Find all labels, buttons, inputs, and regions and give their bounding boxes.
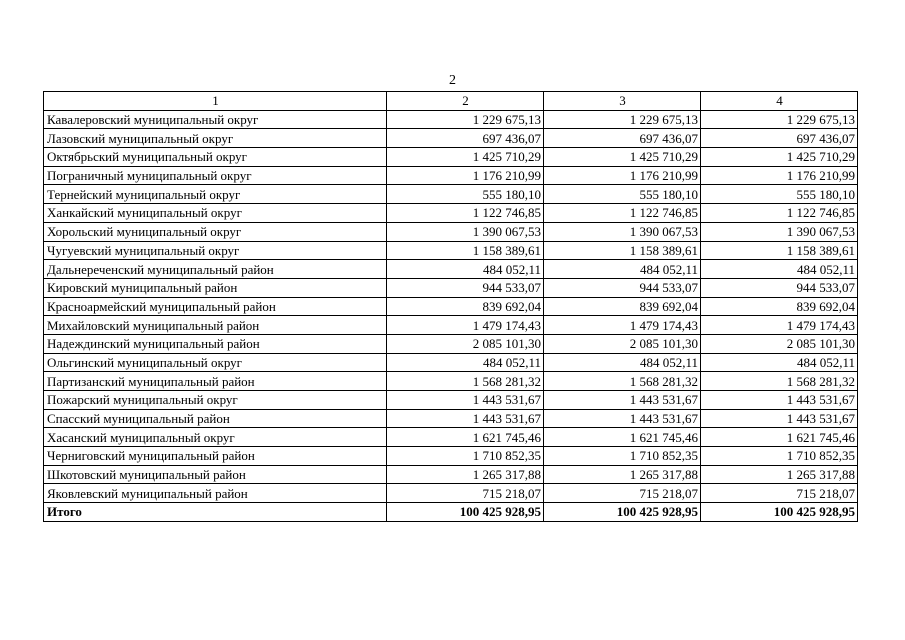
municipality-name-cell: Лазовский муниципальный округ — [44, 129, 387, 148]
value-cell-2: 1 229 675,13 — [387, 110, 544, 129]
value-cell-4: 484 052,11 — [701, 260, 858, 279]
value-cell-3: 1 425 710,29 — [544, 148, 701, 167]
table-row — [44, 110, 858, 129]
municipality-name-cell: Пожарский муниципальный округ — [44, 391, 387, 410]
value-cell-2: 944 533,07 — [387, 278, 544, 297]
value-cell-4: 1 443 531,67 — [701, 409, 858, 428]
value-cell-2: 1 443 531,67 — [387, 409, 544, 428]
value-cell-3: 484 052,11 — [544, 353, 701, 372]
table-row — [44, 447, 858, 466]
municipality-name-cell: Чугуевский муниципальный округ — [44, 241, 387, 260]
municipality-name-cell: Спасский муниципальный район — [44, 409, 387, 428]
value-cell-2: 1 568 281,32 — [387, 372, 544, 391]
value-cell-2: 1 710 852,35 — [387, 447, 544, 466]
municipality-name-cell: Кировский муниципальный район — [44, 278, 387, 297]
municipality-name-cell: Хасанский муниципальный округ — [44, 428, 387, 447]
value-cell-2: 1 621 745,46 — [387, 428, 544, 447]
table-row — [44, 278, 858, 297]
value-cell-4: 944 533,07 — [701, 278, 858, 297]
data-table — [43, 91, 858, 522]
value-cell-3: 1 443 531,67 — [544, 409, 701, 428]
table-row — [44, 166, 858, 185]
value-cell-3: 1 443 531,67 — [544, 391, 701, 410]
value-cell-4: 1 621 745,46 — [701, 428, 858, 447]
municipality-name-cell: Партизанский муниципальный район — [44, 372, 387, 391]
value-cell-2: 1 158 389,61 — [387, 241, 544, 260]
table-row — [44, 409, 858, 428]
municipality-name-cell: Михайловский муниципальный район — [44, 316, 387, 335]
column-header-3: 3 — [544, 92, 701, 111]
municipality-name-cell: Октябрьский муниципальный округ — [44, 148, 387, 167]
value-cell-3: 1 158 389,61 — [544, 241, 701, 260]
municipality-name-cell: Пограничный муниципальный округ — [44, 166, 387, 185]
value-cell-2: 2 085 101,30 — [387, 334, 544, 353]
value-cell-3: 1 710 852,35 — [544, 447, 701, 466]
table-row — [44, 334, 858, 353]
municipality-name-cell: Яковлевский муниципальный район — [44, 484, 387, 503]
value-cell-4: 1 443 531,67 — [701, 391, 858, 410]
value-cell-4: 1 479 174,43 — [701, 316, 858, 335]
table-row — [44, 148, 858, 167]
value-cell-3: 1 568 281,32 — [544, 372, 701, 391]
value-cell-2: 697 436,07 — [387, 129, 544, 148]
value-cell-3: 1 621 745,46 — [544, 428, 701, 447]
value-cell-3: 715 218,07 — [544, 484, 701, 503]
table-row — [44, 241, 858, 260]
total-value-4: 100 425 928,95 — [701, 503, 858, 522]
value-cell-4: 697 436,07 — [701, 129, 858, 148]
municipality-name-cell: Тернейский муниципальный округ — [44, 185, 387, 204]
municipality-name-cell: Черниговский муниципальный район — [44, 447, 387, 466]
municipality-name-cell: Ольгинский муниципальный округ — [44, 353, 387, 372]
value-cell-3: 2 085 101,30 — [544, 334, 701, 353]
total-label: Итого — [44, 503, 387, 522]
table-row — [44, 297, 858, 316]
municipality-name-cell: Дальнереченский муниципальный район — [44, 260, 387, 279]
value-cell-2: 839 692,04 — [387, 297, 544, 316]
header-row — [44, 92, 858, 111]
value-cell-4: 1 229 675,13 — [701, 110, 858, 129]
value-cell-3: 555 180,10 — [544, 185, 701, 204]
value-cell-4: 1 122 746,85 — [701, 204, 858, 223]
value-cell-4: 555 180,10 — [701, 185, 858, 204]
value-cell-2: 1 425 710,29 — [387, 148, 544, 167]
total-value-2: 100 425 928,95 — [387, 503, 544, 522]
municipality-name-cell: Красноармейский муниципальный район — [44, 297, 387, 316]
municipality-name-cell: Хорольский муниципальный округ — [44, 222, 387, 241]
value-cell-3: 944 533,07 — [544, 278, 701, 297]
value-cell-3: 1 479 174,43 — [544, 316, 701, 335]
table-row — [44, 204, 858, 223]
value-cell-3: 1 122 746,85 — [544, 204, 701, 223]
table-row — [44, 484, 858, 503]
page-number: 2 — [449, 73, 456, 88]
value-cell-4: 1 390 067,53 — [701, 222, 858, 241]
table-row — [44, 129, 858, 148]
value-cell-2: 1 122 746,85 — [387, 204, 544, 223]
table-row — [44, 185, 858, 204]
table-row — [44, 428, 858, 447]
value-cell-3: 1 265 317,88 — [544, 465, 701, 484]
value-cell-4: 1 176 210,99 — [701, 166, 858, 185]
column-header-2: 2 — [387, 92, 544, 111]
value-cell-3: 1 229 675,13 — [544, 110, 701, 129]
table-row — [44, 391, 858, 410]
value-cell-4: 484 052,11 — [701, 353, 858, 372]
value-cell-4: 839 692,04 — [701, 297, 858, 316]
value-cell-2: 484 052,11 — [387, 260, 544, 279]
table-row — [44, 222, 858, 241]
value-cell-2: 555 180,10 — [387, 185, 544, 204]
total-value-3: 100 425 928,95 — [544, 503, 701, 522]
table-row — [44, 353, 858, 372]
value-cell-3: 839 692,04 — [544, 297, 701, 316]
municipality-name-cell: Шкотовский муниципальный район — [44, 465, 387, 484]
value-cell-4: 1 425 710,29 — [701, 148, 858, 167]
municipality-name-cell: Надеждинский муниципальный район — [44, 334, 387, 353]
value-cell-4: 1 265 317,88 — [701, 465, 858, 484]
value-cell-2: 715 218,07 — [387, 484, 544, 503]
table-row — [44, 316, 858, 335]
value-cell-4: 1 710 852,35 — [701, 447, 858, 466]
value-cell-4: 1 568 281,32 — [701, 372, 858, 391]
table-row — [44, 260, 858, 279]
value-cell-3: 484 052,11 — [544, 260, 701, 279]
value-cell-2: 1 390 067,53 — [387, 222, 544, 241]
value-cell-2: 1 479 174,43 — [387, 316, 544, 335]
value-cell-2: 1 176 210,99 — [387, 166, 544, 185]
total-row — [44, 503, 858, 522]
table-row — [44, 465, 858, 484]
value-cell-2: 1 443 531,67 — [387, 391, 544, 410]
value-cell-3: 1 390 067,53 — [544, 222, 701, 241]
value-cell-4: 1 158 389,61 — [701, 241, 858, 260]
value-cell-2: 484 052,11 — [387, 353, 544, 372]
table-row — [44, 372, 858, 391]
municipality-name-cell: Кавалеровский муниципальный округ — [44, 110, 387, 129]
value-cell-2: 1 265 317,88 — [387, 465, 544, 484]
value-cell-3: 697 436,07 — [544, 129, 701, 148]
value-cell-4: 715 218,07 — [701, 484, 858, 503]
column-header-4: 4 — [701, 92, 858, 111]
value-cell-3: 1 176 210,99 — [544, 166, 701, 185]
municipality-name-cell: Ханкайский муниципальный округ — [44, 204, 387, 223]
column-header-1: 1 — [44, 92, 387, 111]
value-cell-4: 2 085 101,30 — [701, 334, 858, 353]
